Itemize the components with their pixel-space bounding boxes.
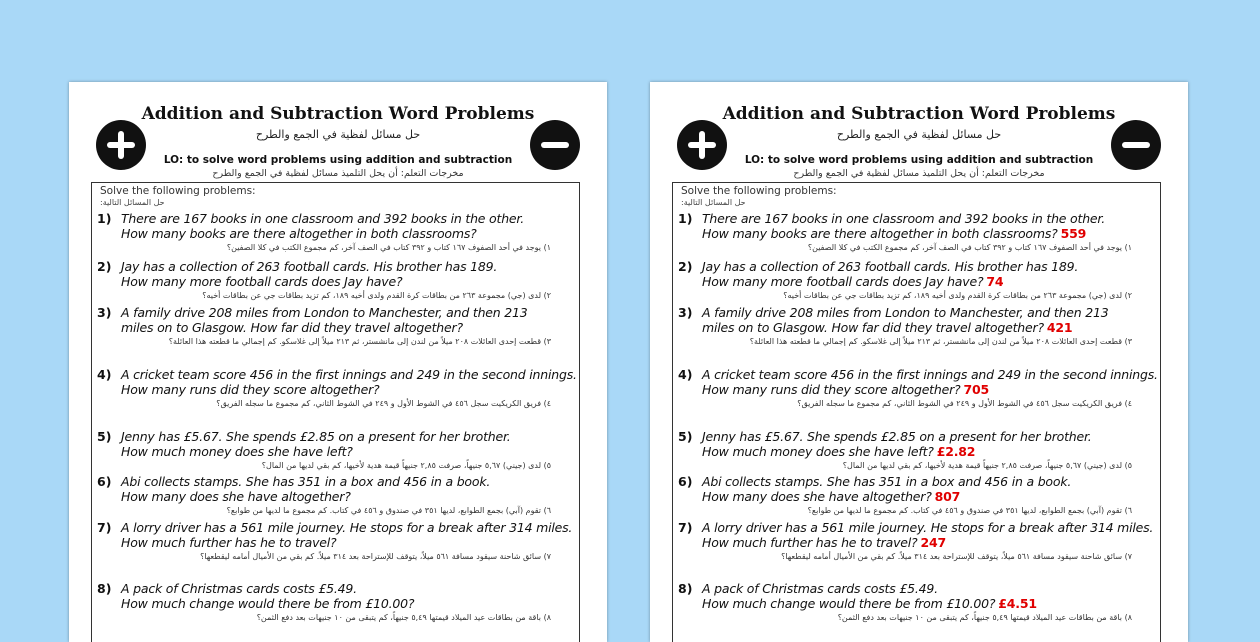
problem-number: 5) <box>97 429 112 444</box>
problem-arabic: ٦) تقوم (آبي) بجمع الطوابع، لديها ٣٥١ في صندوق و ٤٥٦ في كتاب. كم مجموع ما لديها من طوابع؟ <box>807 506 1132 515</box>
problem-question: How many runs did they score altogether? 705 <box>702 382 989 397</box>
instructions: Solve the following problems: <box>681 185 837 197</box>
problem-number: 8) <box>678 581 693 596</box>
problems-box <box>91 182 580 642</box>
problems-box <box>672 182 1161 642</box>
problem-number: 4) <box>97 367 112 382</box>
problem-arabic: ٣) قطعت إحدى العائلات ٢٠٨ ميلاً من لندن إلى مانشستر، ثم ٢١٣ ميلاً إلى غلاسكو. كم إجمالي ما قطعته هذا العائلة؟ <box>168 337 551 346</box>
problem-question: How much change would there be from £10.00? £4.51 <box>702 596 1037 611</box>
problem-number: 7) <box>97 520 112 535</box>
learning-objective-arabic: مخرجات التعلم: أن يحل التلميذ مسائل لفظية في الجمع والطرح <box>793 168 1045 179</box>
problem-number: 2) <box>678 259 693 274</box>
problem-text: A lorry driver has a 561 mile journey. He stops for a break after 314 miles. <box>702 520 1154 535</box>
problem-text: There are 167 books in one classroom and 392 books in the other. <box>121 211 524 226</box>
problem-arabic: ٤) فريق الكريكيت سجل ٤٥٦ في الشوط الأول و ٢٤٩ في الشوط الثاني، كم مجموع ما سجله الفريق؟ <box>216 399 551 408</box>
problem-question: miles on to Glasgow. How far did they travel altogether? 421 <box>702 320 1073 335</box>
problem-arabic: ١) يوجد في أحد الصفوف ١٦٧ كتاب و ٣٩٢ كتاب في الصف آخر، كم مجموع الكتب في كلا الصفين؟ <box>807 243 1132 252</box>
problem-number: 3) <box>97 305 112 320</box>
learning-objective-arabic: مخرجات التعلم: أن يحل التلميذ مسائل لفظية في الجمع والطرح <box>212 168 464 179</box>
problem-question: How much money does she have left? £2.82 <box>702 444 976 459</box>
problem-text: There are 167 books in one classroom and 392 books in the other. <box>702 211 1105 226</box>
problem-text: A pack of Christmas cards costs £5.49. <box>702 581 938 596</box>
problem-question: How much change would there be from £10.00? <box>121 596 415 611</box>
problem-arabic: ٢) لدى (جي) مجموعة ٢٦٣ من بطاقات كرة القدم ولدى أخيه ١٨٩، كم تزيد بطاقات جي عن بطاقات أخيه؟ <box>783 291 1132 300</box>
problem-arabic: ١) يوجد في أحد الصفوف ١٦٧ كتاب و ٣٩٢ كتاب في الصف آخر، كم مجموع الكتب في كلا الصفين؟ <box>226 243 551 252</box>
worksheet-title-arabic: حل مسائل لفظية في الجمع والطرح <box>836 128 1002 141</box>
problem-number: 1) <box>678 211 693 226</box>
learning-objective: LO: to solve word problems using addition and subtraction <box>744 154 1094 166</box>
problem-number: 8) <box>97 581 112 596</box>
problem-number: 1) <box>97 211 112 226</box>
problem-arabic: ٢) لدى (جي) مجموعة ٢٦٣ من بطاقات كرة القدم ولدى أخيه ١٨٩، كم تزيد بطاقات جي عن بطاقات أخيه؟ <box>202 291 551 300</box>
problem-question: miles on to Glasgow. How far did they travel altogether? <box>121 320 463 335</box>
learning-objective: LO: to solve word problems using addition and subtraction <box>163 154 513 166</box>
problem-question: How many books are there altogether in both classrooms? <box>121 226 477 241</box>
problem-question: How many books are there altogether in both classrooms? 559 <box>702 226 1087 241</box>
problem-text: Abi collects stamps. She has 351 in a box and 456 in a book. <box>702 474 1072 489</box>
problem-text: Jenny has £5.67. She spends £2.85 on a present for her brother. <box>121 429 511 444</box>
answer: 705 <box>963 382 989 397</box>
problem-arabic: ٣) قطعت إحدى العائلات ٢٠٨ ميلاً من لندن إلى مانشستر، ثم ٢١٣ ميلاً إلى غلاسكو. كم إجمالي ما قطعته هذا العائلة؟ <box>749 337 1132 346</box>
problem-number: 7) <box>678 520 693 535</box>
problem-text: A family drive 208 miles from London to Manchester, and then 213 <box>702 305 1109 320</box>
problem-arabic: ٨) باقة من بطاقات عيد الميلاد قيمتها ٥,٤٩ جنيهاً، كم يتبقى من ١٠ جنيهات بعد دفع الثمن؟ <box>256 613 551 622</box>
problem-text: A cricket team score 456 in the first innings and 249 in the second innings. <box>702 367 1158 382</box>
problem-text: A family drive 208 miles from London to Manchester, and then 213 <box>121 305 528 320</box>
problem-number: 5) <box>678 429 693 444</box>
problem-arabic: ٥) لدى (جيني) ٥,٦٧ جنيهاً، صرفت ٢,٨٥ جنيهاً قيمة هدية لأخيها، كم بقي لديها من المال؟ <box>842 461 1132 470</box>
problem-text: Jenny has £5.67. She spends £2.85 on a present for her brother. <box>702 429 1092 444</box>
problem-number: 2) <box>97 259 112 274</box>
worksheet-title: Addition and Subtraction Word Problems <box>141 104 535 124</box>
worksheet-answers <box>650 82 1188 642</box>
answer: 421 <box>1046 320 1073 335</box>
answer: 74 <box>986 274 1004 289</box>
answer: £2.82 <box>936 444 976 459</box>
problem-arabic: ٨) باقة من بطاقات عيد الميلاد قيمتها ٥,٤٩ جنيهاً، كم يتبقى من ١٠ جنيهات بعد دفع الثمن؟ <box>837 613 1132 622</box>
problem-question: How many does she have altogether? 807 <box>702 489 961 504</box>
problem-question: How much further has he to travel? 247 <box>702 535 946 550</box>
problem-question: How many runs did they score altogether? <box>121 382 380 397</box>
answer: 559 <box>1060 226 1087 241</box>
problem-question: How much further has he to travel? <box>121 535 337 550</box>
problem-number: 6) <box>678 474 693 489</box>
problem-arabic: ٧) سائق شاحنة سيقود مسافة ٥٦١ ميلاً، يتوقف للإستراحة بعد ٣١٤ ميلاً. كم بقي من الأميال أمامه ليقطعها؟ <box>200 552 551 561</box>
problem-arabic: ٧) سائق شاحنة سيقود مسافة ٥٦١ ميلاً، يتوقف للإستراحة بعد ٣١٤ ميلاً. كم بقي من الأميال أمامه ليقطعها؟ <box>781 552 1132 561</box>
problem-text: A pack of Christmas cards costs £5.49. <box>121 581 357 596</box>
problem-question: How much money does she have left? <box>121 444 353 459</box>
problem-text: A cricket team score 456 in the first innings and 249 in the second innings. <box>121 367 577 382</box>
problem-number: 6) <box>97 474 112 489</box>
problem-text: Jay has a collection of 263 football cards. His brother has 189. <box>121 259 498 274</box>
problem-arabic: ٤) فريق الكريكيت سجل ٤٥٦ في الشوط الأول و ٢٤٩ في الشوط الثاني، كم مجموع ما سجله الفريق؟ <box>797 399 1132 408</box>
problem-question: How many more football cards does Jay have? <box>121 274 403 289</box>
instructions-arabic: حل المسائل التالية: <box>681 198 746 207</box>
instructions: Solve the following problems: <box>100 185 256 197</box>
worksheet-title-arabic: حل مسائل لفظية في الجمع والطرح <box>255 128 421 141</box>
answer: 247 <box>920 535 946 550</box>
problem-question: How many more football cards does Jay have? 74 <box>702 274 1004 289</box>
worksheet-questions <box>69 82 607 642</box>
answer: £4.51 <box>998 596 1037 611</box>
problem-text: A lorry driver has a 561 mile journey. He stops for a break after 314 miles. <box>121 520 573 535</box>
problem-number: 3) <box>678 305 693 320</box>
problem-arabic: ٥) لدى (جيني) ٥,٦٧ جنيهاً، صرفت ٢,٨٥ جنيهاً قيمة هدية لأخيها، كم بقي لديها من المال؟ <box>261 461 551 470</box>
problem-text: Jay has a collection of 263 football cards. His brother has 189. <box>702 259 1079 274</box>
worksheet-title: Addition and Subtraction Word Problems <box>722 104 1116 124</box>
problem-text: Abi collects stamps. She has 351 in a box and 456 in a book. <box>121 474 491 489</box>
problem-number: 4) <box>678 367 693 382</box>
problem-question: How many does she have altogether? <box>121 489 351 504</box>
answer: 807 <box>934 489 961 504</box>
problem-arabic: ٦) تقوم (آبي) بجمع الطوابع، لديها ٣٥١ في صندوق و ٤٥٦ في كتاب. كم مجموع ما لديها من طوابع؟ <box>226 506 551 515</box>
instructions-arabic: حل المسائل التالية: <box>100 198 165 207</box>
